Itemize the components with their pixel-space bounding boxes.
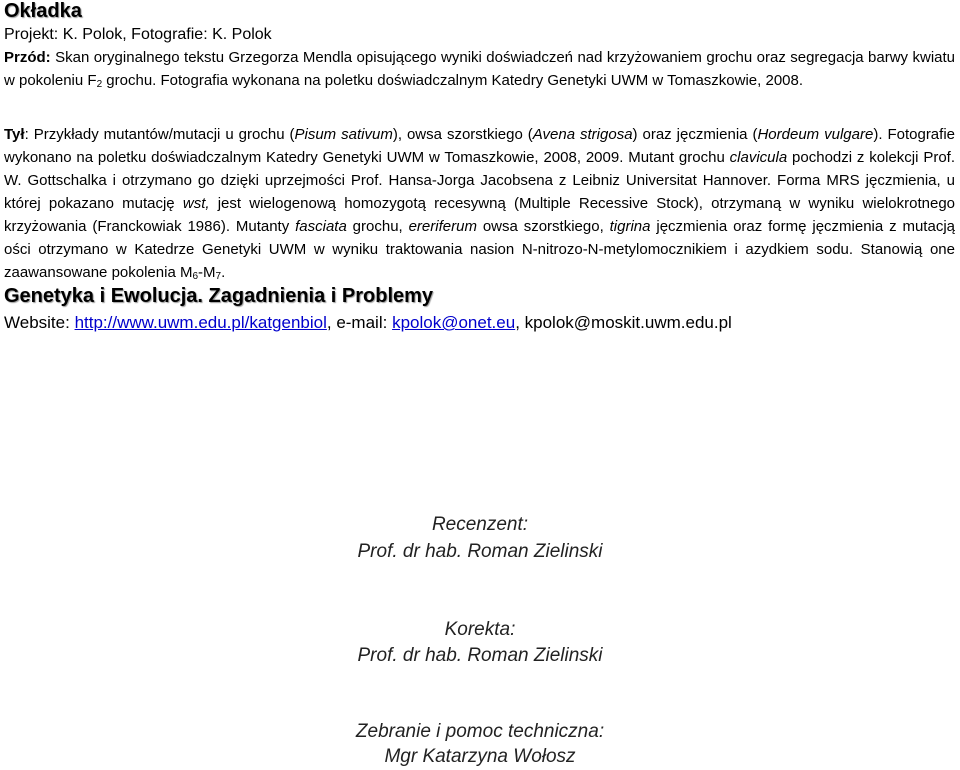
- front-text-b: grochu. Fotografia wykonana na poletku doświadczalnym Katedry Genetyki UWM w Tomaszkowie, 2008.: [102, 72, 804, 89]
- generation-sub: 7: [215, 271, 222, 282]
- species-name: Pisum sativum: [294, 126, 393, 143]
- cover-heading: Okładka: [4, 0, 82, 22]
- email-label: , e-mail:: [326, 313, 393, 332]
- species-name: Avena strigosa: [532, 126, 633, 143]
- email-secondary: , kpolok@moskit.uwm.edu.pl: [515, 313, 732, 332]
- back-text: owsa szorstkiego,: [476, 218, 610, 235]
- back-text: ). Fotografie wykonano na poletku doświadczalnym Katedry Genetyki UWM w Tomaszkowie, 2008, 2009. Mutant grochu: [4, 126, 955, 166]
- back-text: ) oraz jęczmienia (: [632, 126, 758, 143]
- technical-help-label: Zebranie i pomoc techniczna:: [355, 721, 605, 742]
- email-link[interactable]: kpolok@onet.eu: [392, 313, 516, 332]
- front-text-a: Skan oryginalnego tekstu Grzegorza Mendla opisującego wyniki doświadczeń nad krzyżowaniem grochu oraz segregacja barwy kwiatu w pokoleniu F: [4, 49, 955, 89]
- back-text: -M: [198, 264, 216, 281]
- generation-sub: 6: [192, 271, 199, 282]
- mutant-name: wst,: [182, 195, 210, 212]
- reviewer-name: Prof. dr hab. Roman Zielinski: [357, 541, 603, 562]
- species-name: Hordeum vulgare: [757, 126, 874, 143]
- website-link[interactable]: http://www.uwm.edu.pl/katgenbiol: [74, 313, 327, 332]
- front-sub: 2: [96, 79, 103, 90]
- back-label: Tył: [4, 126, 25, 143]
- mutant-name: clavicula: [729, 149, 788, 166]
- back-text: ), owsa szorstkiego (: [392, 126, 533, 143]
- back-description: [4, 123, 955, 288]
- back-text: : Przykłady mutantów/mutacji u grochu (: [24, 126, 295, 143]
- back-text: jest wielogenową homozygotą recesywną (Multiple Recessive Stock), otrzymaną w wyniku wielokrotnego krzyżowania (Franckowiak 1986). Mutanty: [4, 195, 956, 235]
- project-line: Projekt: K. Polok, Fotografie: K. Polok: [4, 26, 272, 43]
- back-text: grochu,: [346, 218, 409, 235]
- mutant-name: fasciata: [295, 218, 347, 235]
- back-text: pochodzi z kolekcji Prof. W. Gottschalka i otrzymano go dzięki uprzejmości Prof. Hansa-Jorga Jacobsena z Leibniz Universitat Hannover. Forma MRS jęczmienia, u której pokazano mutację: [4, 149, 955, 212]
- proofreading-name: Prof. dr hab. Roman Zielinski: [357, 645, 603, 666]
- mutant-name: tigrina: [609, 218, 651, 235]
- front-label: Przód:: [4, 49, 51, 66]
- back-text: .: [221, 264, 226, 281]
- technical-help-name: Mgr Katarzyna Wołosz: [384, 746, 576, 767]
- reviewer-label: Recenzent:: [431, 514, 529, 535]
- series-title: Genetyka i Ewolucja. Zagadnienia i Problemy: [4, 285, 434, 307]
- front-description: [4, 46, 955, 96]
- proofreading-label: Korekta:: [444, 619, 516, 640]
- website-label: Website:: [4, 313, 75, 332]
- mutant-name: ereriferum: [408, 218, 477, 235]
- contact-line: [4, 313, 732, 333]
- back-text: jęczmienia oraz formę jęczmienia z mutacją ości otrzymano w Katedrze Genetyki UWM w wyniku traktowania nasion N-nitrozo-N-metylomocznikiem i azydkiem sodu. Stanowią one zaawansowane pokolenia M: [4, 218, 955, 281]
